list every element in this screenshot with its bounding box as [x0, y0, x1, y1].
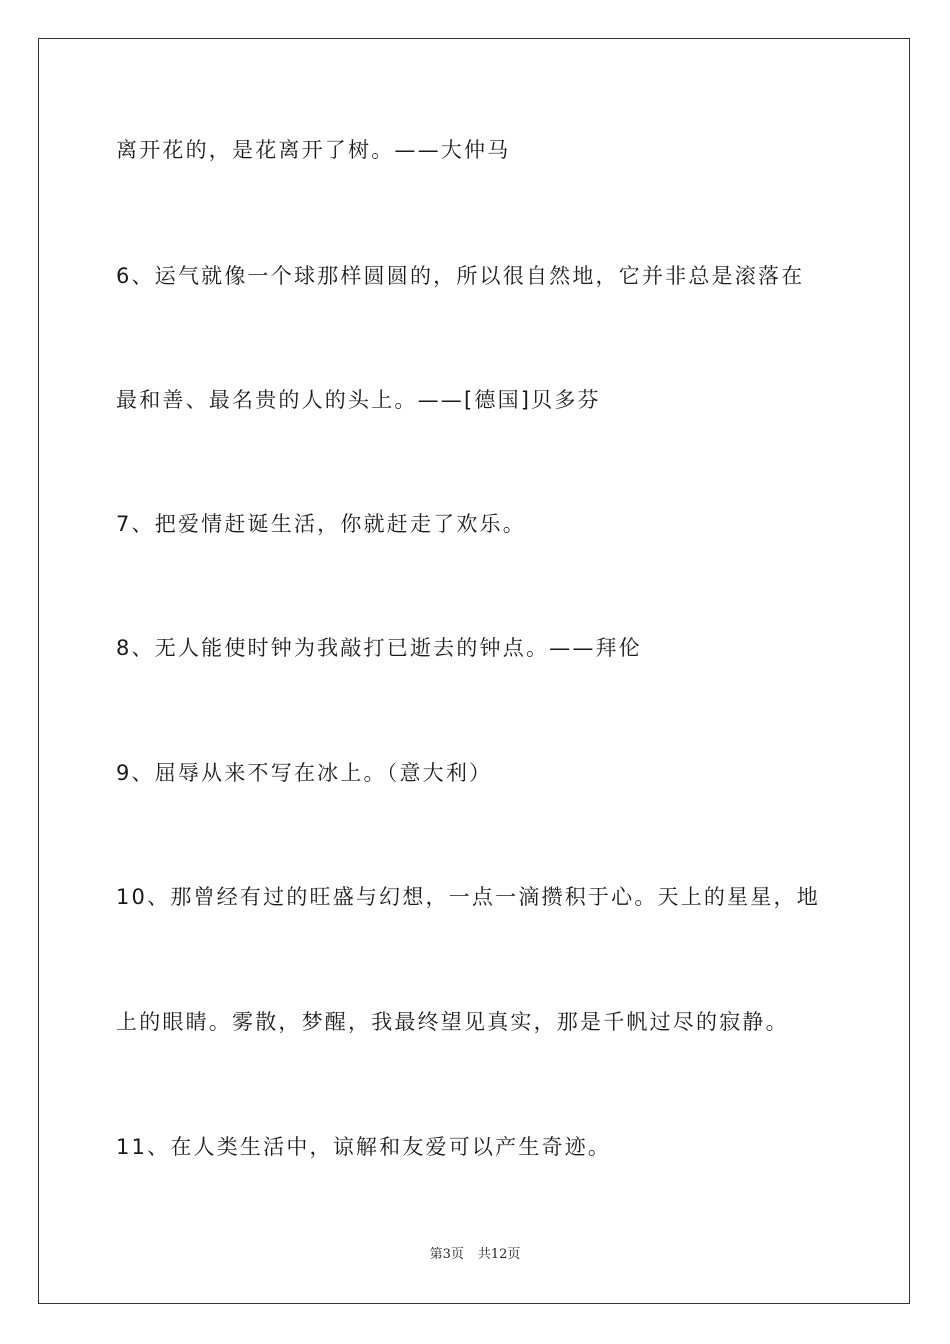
- text-line: 8、无人能使时钟为我敲打已逝去的钟点。——拜伦: [116, 636, 642, 660]
- page-total: 共12页: [477, 1247, 521, 1262]
- text-line: 7、把爱情赶诞生活，你就赶走了欢乐。: [116, 512, 526, 536]
- text-line: 10、那曾经有过的旺盛与幻想，一点一滴攒积于心。天上的星星，地: [116, 885, 820, 909]
- text-line: 最和善、最名贵的人的头上。——[德国]贝多芬: [116, 388, 601, 412]
- page-footer: [0, 1246, 950, 1264]
- text-line: 上的眼睛。雾散，梦醒，我最终望见真实，那是千帆过尽的寂静。: [116, 1010, 789, 1034]
- text-line: 9、屈辱从来不写在冰上。（意大利）: [116, 761, 493, 785]
- text-line: 6、运气就像一个球那样圆圆的，所以很自然地，它并非总是滚落在: [116, 264, 805, 288]
- page-border: [38, 38, 910, 1304]
- text-line: 11、在人类生活中，谅解和友爱可以产生奇迹。: [116, 1135, 612, 1159]
- text-line: 离开花的，是花离开了树。——大仲马: [116, 138, 511, 162]
- page-number: 第3页: [429, 1247, 464, 1262]
